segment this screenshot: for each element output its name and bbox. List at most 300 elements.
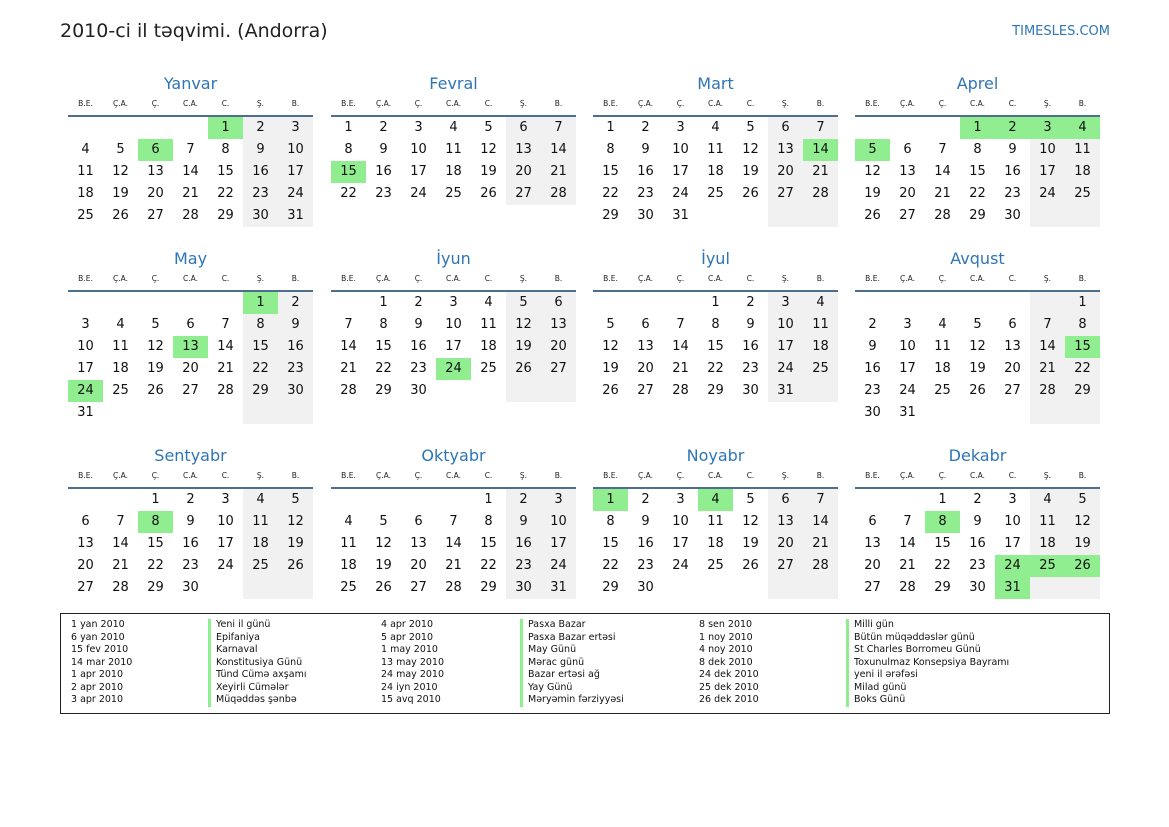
holiday-name: Epifaniya [208, 632, 306, 645]
day-cell: 29 [602, 580, 619, 595]
empty-cell [768, 205, 803, 227]
day-cell: 16 [742, 339, 759, 354]
day-cell: 29 [243, 380, 278, 402]
empty-cell [733, 205, 768, 227]
holiday-date: 25 dek 2010 [699, 681, 759, 693]
day-cell: 12 [742, 514, 759, 529]
day-cell: 7 [803, 117, 838, 139]
day-cell: 30 [969, 580, 986, 595]
day-cell: 6 [768, 117, 803, 139]
day-cell: 27 [147, 208, 164, 223]
weekday-label: Ç.A. [637, 99, 653, 108]
day-cell: 18 [803, 336, 838, 358]
day-cell: 25 [707, 558, 724, 573]
day-cell: 1 [151, 492, 160, 507]
weekday-label: Ç.A. [375, 99, 391, 108]
day-cell: 17 [541, 533, 576, 555]
weekday-label: B.E. [603, 99, 618, 108]
day-cell: 25 [445, 186, 462, 201]
weekday-label: Ç. [676, 471, 685, 480]
empty-cell [803, 380, 838, 402]
empty-cell [855, 489, 890, 511]
day-cell: 5 [606, 317, 615, 332]
day-cell: 7 [186, 142, 195, 157]
day-cell: 14 [217, 339, 234, 354]
day-cell: 16 [375, 164, 392, 179]
day-cell: 2 [868, 317, 877, 332]
day-cell: 8 [344, 142, 353, 157]
day-cell: 16 [410, 339, 427, 354]
holiday-name: Boks Günü [846, 694, 1009, 707]
weekday-label: Ç. [676, 99, 685, 108]
day-cell: 29 [934, 580, 951, 595]
holiday-date: 24 dek 2010 [699, 669, 759, 680]
day-cell: 15 [934, 536, 951, 551]
weekday-label: Ş. [519, 274, 528, 283]
empty-cell [663, 577, 698, 599]
day-cell: 14 [112, 536, 129, 551]
day-cell: 21 [541, 161, 576, 183]
day-cell: 5 [116, 142, 125, 157]
weekday-label: C.A. [445, 471, 461, 480]
empty-cell [995, 402, 1030, 424]
days-grid [331, 117, 576, 205]
holiday-date: 24 may 2010 [381, 669, 445, 680]
day-cell: 11 [1030, 511, 1065, 533]
day-cell: 22 [969, 186, 986, 201]
day-cell: 4 [484, 295, 493, 310]
holiday-name: Pasxa Bazar ertəsi [520, 632, 624, 645]
day-cell: 15 [1065, 336, 1100, 358]
weekday-header [68, 272, 313, 292]
day-cell: 10 [217, 514, 234, 529]
day-cell: 3 [221, 492, 230, 507]
day-cell: 25 [480, 361, 497, 376]
day-cell: 21 [340, 361, 357, 376]
weekday-label: Ç.A. [637, 471, 653, 480]
day-cell: 9 [868, 339, 877, 354]
month-name: May [173, 249, 208, 268]
month-block [855, 73, 1100, 227]
day-cell: 29 [147, 580, 164, 595]
day-cell: 20 [182, 361, 199, 376]
day-cell: 18 [707, 164, 724, 179]
day-cell: 19 [602, 361, 619, 376]
weekday-label: C.A. [182, 471, 198, 480]
weekday-label: Ç.A. [899, 471, 915, 480]
month-block [593, 445, 838, 599]
day-cell: 6 [868, 514, 877, 529]
day-cell: 4 [711, 120, 720, 135]
day-cell: 10 [1030, 139, 1065, 161]
legend-col-3-names [846, 619, 1009, 707]
day-cell: 13 [173, 336, 208, 358]
day-cell: 16 [243, 161, 278, 183]
day-cell: 5 [379, 514, 388, 529]
month-name: Avqust [950, 249, 1005, 268]
legend-col-1-names [208, 619, 306, 707]
empty-cell [208, 577, 243, 599]
day-cell: 24 [995, 555, 1030, 577]
empty-cell [960, 402, 995, 424]
holiday-name: Bütün müqəddəslər günü [846, 632, 1009, 645]
holiday-name: Milli gün [846, 619, 1009, 632]
day-cell: 29 [602, 208, 619, 223]
day-cell: 26 [278, 555, 313, 577]
empty-cell [278, 402, 313, 424]
empty-cell [1030, 577, 1065, 599]
holiday-name: Mərac günü [520, 657, 624, 670]
day-cell: 20 [147, 186, 164, 201]
weekday-label: C. [1008, 274, 1017, 283]
weekday-label: B. [1078, 274, 1087, 283]
weekday-label: C.A. [969, 99, 985, 108]
empty-cell [331, 489, 366, 511]
day-cell: 16 [864, 361, 881, 376]
day-cell: 21 [803, 533, 838, 555]
day-cell: 16 [637, 536, 654, 551]
day-cell: 20 [410, 558, 427, 573]
weekday-label: Ş. [256, 471, 265, 480]
day-cell: 26 [602, 383, 619, 398]
day-cell: 17 [77, 361, 94, 376]
day-cell: 6 [641, 317, 650, 332]
empty-cell [103, 292, 138, 314]
days-grid [593, 292, 838, 402]
day-cell: 20 [637, 361, 654, 376]
month-name: Sentyabr [154, 446, 227, 465]
day-cell: 30 [278, 380, 313, 402]
day-cell: 17 [672, 164, 689, 179]
holiday-date: 5 apr 2010 [381, 631, 434, 643]
weekday-header [855, 97, 1100, 117]
day-cell: 3 [1008, 492, 1017, 507]
empty-cell [803, 577, 838, 599]
day-cell: 19 [1065, 533, 1100, 555]
empty-cell [698, 205, 733, 227]
weekday-label: B.E. [865, 99, 880, 108]
weekday-label: B. [554, 99, 563, 108]
day-cell: 2 [973, 492, 982, 507]
holiday-date: 1 apr 2010 [71, 669, 124, 680]
day-cell: 22 [934, 558, 951, 573]
day-cell: 10 [278, 139, 313, 161]
day-cell: 26 [112, 208, 129, 223]
day-cell: 3 [449, 295, 458, 310]
day-cell: 10 [541, 511, 576, 533]
empty-cell [138, 117, 173, 139]
weekday-label: Ç.A. [899, 99, 915, 108]
weekday-label: Ş. [519, 99, 528, 108]
holiday-date: 6 yan 2010 [71, 631, 125, 643]
empty-cell [68, 489, 103, 511]
day-cell: 2 [641, 120, 650, 135]
weekday-label: C.A. [969, 471, 985, 480]
day-cell: 21 [182, 186, 199, 201]
day-cell: 16 [278, 336, 313, 358]
month-block [331, 248, 576, 402]
day-cell: 11 [707, 142, 724, 157]
empty-cell [506, 380, 541, 402]
weekday-label: Ç.A. [637, 274, 653, 283]
holiday-date: 15 fev 2010 [71, 644, 129, 655]
day-cell: 28 [934, 208, 951, 223]
day-cell: 8 [1065, 314, 1100, 336]
day-cell: 19 [506, 336, 541, 358]
day-cell: 28 [182, 208, 199, 223]
holiday-date: 13 may 2010 [381, 656, 445, 668]
day-cell: 26 [506, 358, 541, 380]
day-cell: 10 [672, 142, 689, 157]
weekday-label: B.E. [603, 471, 618, 480]
weekday-label: Ç.A. [375, 274, 391, 283]
day-cell: 11 [445, 142, 462, 157]
day-cell: 3 [278, 117, 313, 139]
empty-cell [68, 292, 103, 314]
day-cell: 6 [81, 514, 90, 529]
day-cell: 7 [803, 489, 838, 511]
day-cell: 10 [768, 314, 803, 336]
weekday-label: C. [221, 99, 230, 108]
weekday-label: B. [554, 274, 563, 283]
day-cell: 17 [1030, 161, 1065, 183]
day-cell: 10 [1004, 514, 1021, 529]
day-cell: 6 [138, 139, 173, 161]
holiday-name: Yeni il günü [208, 619, 306, 632]
day-cell: 22 [707, 361, 724, 376]
empty-cell [1065, 205, 1100, 227]
day-cell: 19 [147, 361, 164, 376]
weekday-label: Ç. [151, 274, 160, 283]
day-cell: 3 [768, 292, 803, 314]
day-cell: 22 [480, 558, 497, 573]
day-cell: 25 [1065, 183, 1100, 205]
weekday-label: Ç.A. [899, 274, 915, 283]
day-cell: 3 [676, 120, 685, 135]
day-cell: 2 [186, 492, 195, 507]
weekday-label: C.A. [445, 274, 461, 283]
holiday-date: 26 dek 2010 [699, 694, 759, 705]
day-cell: 29 [480, 580, 497, 595]
empty-cell [995, 292, 1030, 314]
legend-col-1-dates [71, 619, 132, 707]
site-brand-link[interactable]: TIMESLES.COM [1012, 24, 1110, 39]
day-cell: 26 [742, 558, 759, 573]
weekday-label: Ç. [151, 99, 160, 108]
empty-cell [890, 117, 925, 139]
day-cell: 24 [278, 183, 313, 205]
day-cell: 9 [641, 514, 650, 529]
day-cell: 28 [1030, 380, 1065, 402]
day-cell: 12 [278, 511, 313, 533]
day-cell: 19 [742, 536, 759, 551]
day-cell: 15 [243, 336, 278, 358]
weekday-label: Ç. [414, 274, 423, 283]
holiday-date: 24 iyn 2010 [381, 681, 438, 693]
empty-cell [890, 292, 925, 314]
weekday-header [593, 272, 838, 292]
weekday-header [593, 97, 838, 117]
legend-col-2-names [520, 619, 624, 707]
day-cell: 9 [414, 317, 423, 332]
day-cell: 9 [506, 511, 541, 533]
day-cell: 20 [1004, 361, 1021, 376]
day-cell: 4 [81, 142, 90, 157]
day-cell: 4 [698, 489, 733, 511]
weekday-label: B.E. [865, 471, 880, 480]
day-cell: 13 [768, 139, 803, 161]
day-cell: 7 [676, 317, 685, 332]
holiday-date: 8 dek 2010 [699, 656, 753, 668]
weekday-label: B.E. [341, 99, 356, 108]
day-cell: 20 [77, 558, 94, 573]
day-cell: 20 [768, 533, 803, 555]
day-cell: 7 [541, 117, 576, 139]
day-cell: 21 [899, 558, 916, 573]
weekday-label: C. [1008, 471, 1017, 480]
day-cell: 8 [973, 142, 982, 157]
day-cell: 14 [934, 164, 951, 179]
month-name: Fevral [429, 74, 478, 93]
empty-cell [331, 292, 366, 314]
day-cell: 4 [938, 317, 947, 332]
day-cell: 1 [593, 489, 628, 511]
day-cell: 23 [506, 555, 541, 577]
day-cell: 3 [1030, 117, 1065, 139]
day-cell: 13 [77, 536, 94, 551]
day-cell: 15 [147, 536, 164, 551]
weekday-label: C. [746, 274, 755, 283]
day-cell: 27 [768, 555, 803, 577]
day-cell: 21 [934, 186, 951, 201]
empty-cell [1030, 205, 1065, 227]
day-cell: 12 [112, 164, 129, 179]
day-cell: 22 [147, 558, 164, 573]
day-cell: 8 [138, 511, 173, 533]
day-cell: 7 [938, 142, 947, 157]
day-cell: 12 [1065, 511, 1100, 533]
empty-cell [138, 292, 173, 314]
empty-cell [925, 402, 960, 424]
day-cell: 8 [221, 142, 230, 157]
day-cell: 19 [864, 186, 881, 201]
days-grid [855, 292, 1100, 424]
empty-cell [471, 380, 506, 402]
day-cell: 10 [77, 339, 94, 354]
day-cell: 12 [506, 314, 541, 336]
days-grid [593, 489, 838, 599]
weekday-label: Ç. [414, 471, 423, 480]
day-cell: 17 [899, 361, 916, 376]
day-cell: 30 [1004, 208, 1021, 223]
weekday-label: Ç.A. [112, 99, 128, 108]
day-cell: 5 [151, 317, 160, 332]
day-cell: 17 [1004, 536, 1021, 551]
day-cell: 4 [803, 292, 838, 314]
empty-cell [103, 489, 138, 511]
day-cell: 13 [1004, 339, 1021, 354]
weekday-header [68, 469, 313, 489]
day-cell: 30 [182, 580, 199, 595]
day-cell: 4 [344, 514, 353, 529]
day-cell: 24 [68, 380, 103, 402]
day-cell: 22 [602, 186, 619, 201]
day-cell: 1 [1065, 292, 1100, 314]
day-cell: 7 [449, 514, 458, 529]
day-cell: 23 [637, 186, 654, 201]
weekday-label: Ç. [938, 99, 947, 108]
empty-cell [173, 402, 208, 424]
legend-col-2-dates [381, 619, 444, 707]
day-cell: 8 [606, 514, 615, 529]
weekday-label: B. [816, 471, 825, 480]
day-cell: 10 [899, 339, 916, 354]
legend-col-3-dates [699, 619, 759, 707]
day-cell: 9 [746, 317, 755, 332]
month-block [593, 248, 838, 402]
month-block [68, 248, 313, 424]
holiday-name: Milad günü [846, 682, 1009, 695]
day-cell: 22 [602, 558, 619, 573]
empty-cell [890, 489, 925, 511]
day-cell: 11 [934, 339, 951, 354]
day-cell: 22 [1065, 358, 1100, 380]
weekday-label: Ç.A. [112, 274, 128, 283]
day-cell: 17 [445, 339, 462, 354]
day-cell: 4 [449, 120, 458, 135]
day-cell: 16 [182, 536, 199, 551]
day-cell: 21 [217, 361, 234, 376]
day-cell: 24 [1030, 183, 1065, 205]
holiday-name: Məryəmin fərziyyəsi [520, 694, 624, 707]
empty-cell [960, 292, 995, 314]
empty-cell [243, 577, 278, 599]
day-cell: 9 [641, 142, 650, 157]
day-cell: 15 [602, 164, 619, 179]
holiday-date: 14 mar 2010 [71, 656, 133, 668]
day-cell: 15 [480, 536, 497, 551]
days-grid [331, 489, 576, 599]
days-grid [855, 489, 1100, 599]
day-cell: 1 [484, 492, 493, 507]
day-cell: 18 [707, 536, 724, 551]
holiday-name: Toxunulmaz Konsepsiya Bayramı [846, 657, 1009, 670]
holiday-name: yeni il ərəfəsi [846, 669, 1009, 682]
day-cell: 4 [116, 317, 125, 332]
holiday-date: 3 apr 2010 [71, 694, 124, 705]
day-cell: 25 [340, 580, 357, 595]
month-block [68, 445, 313, 599]
day-cell: 1 [960, 117, 995, 139]
day-cell: 20 [541, 336, 576, 358]
day-cell: 2 [379, 120, 388, 135]
holiday-name: Müqəddəs şənbə [208, 694, 306, 707]
day-cell: 31 [672, 208, 689, 223]
day-cell: 7 [1030, 314, 1065, 336]
empty-cell [1030, 292, 1065, 314]
day-cell: 19 [112, 186, 129, 201]
day-cell: 2 [278, 292, 313, 314]
empty-cell [663, 292, 698, 314]
day-cell: 30 [864, 405, 881, 420]
day-cell: 25 [707, 186, 724, 201]
day-cell: 20 [899, 186, 916, 201]
weekday-label: C. [746, 99, 755, 108]
holiday-name: Pasxa Bazar [520, 619, 624, 632]
weekday-label: C.A. [707, 274, 723, 283]
days-grid [68, 489, 313, 599]
day-cell: 3 [414, 120, 423, 135]
